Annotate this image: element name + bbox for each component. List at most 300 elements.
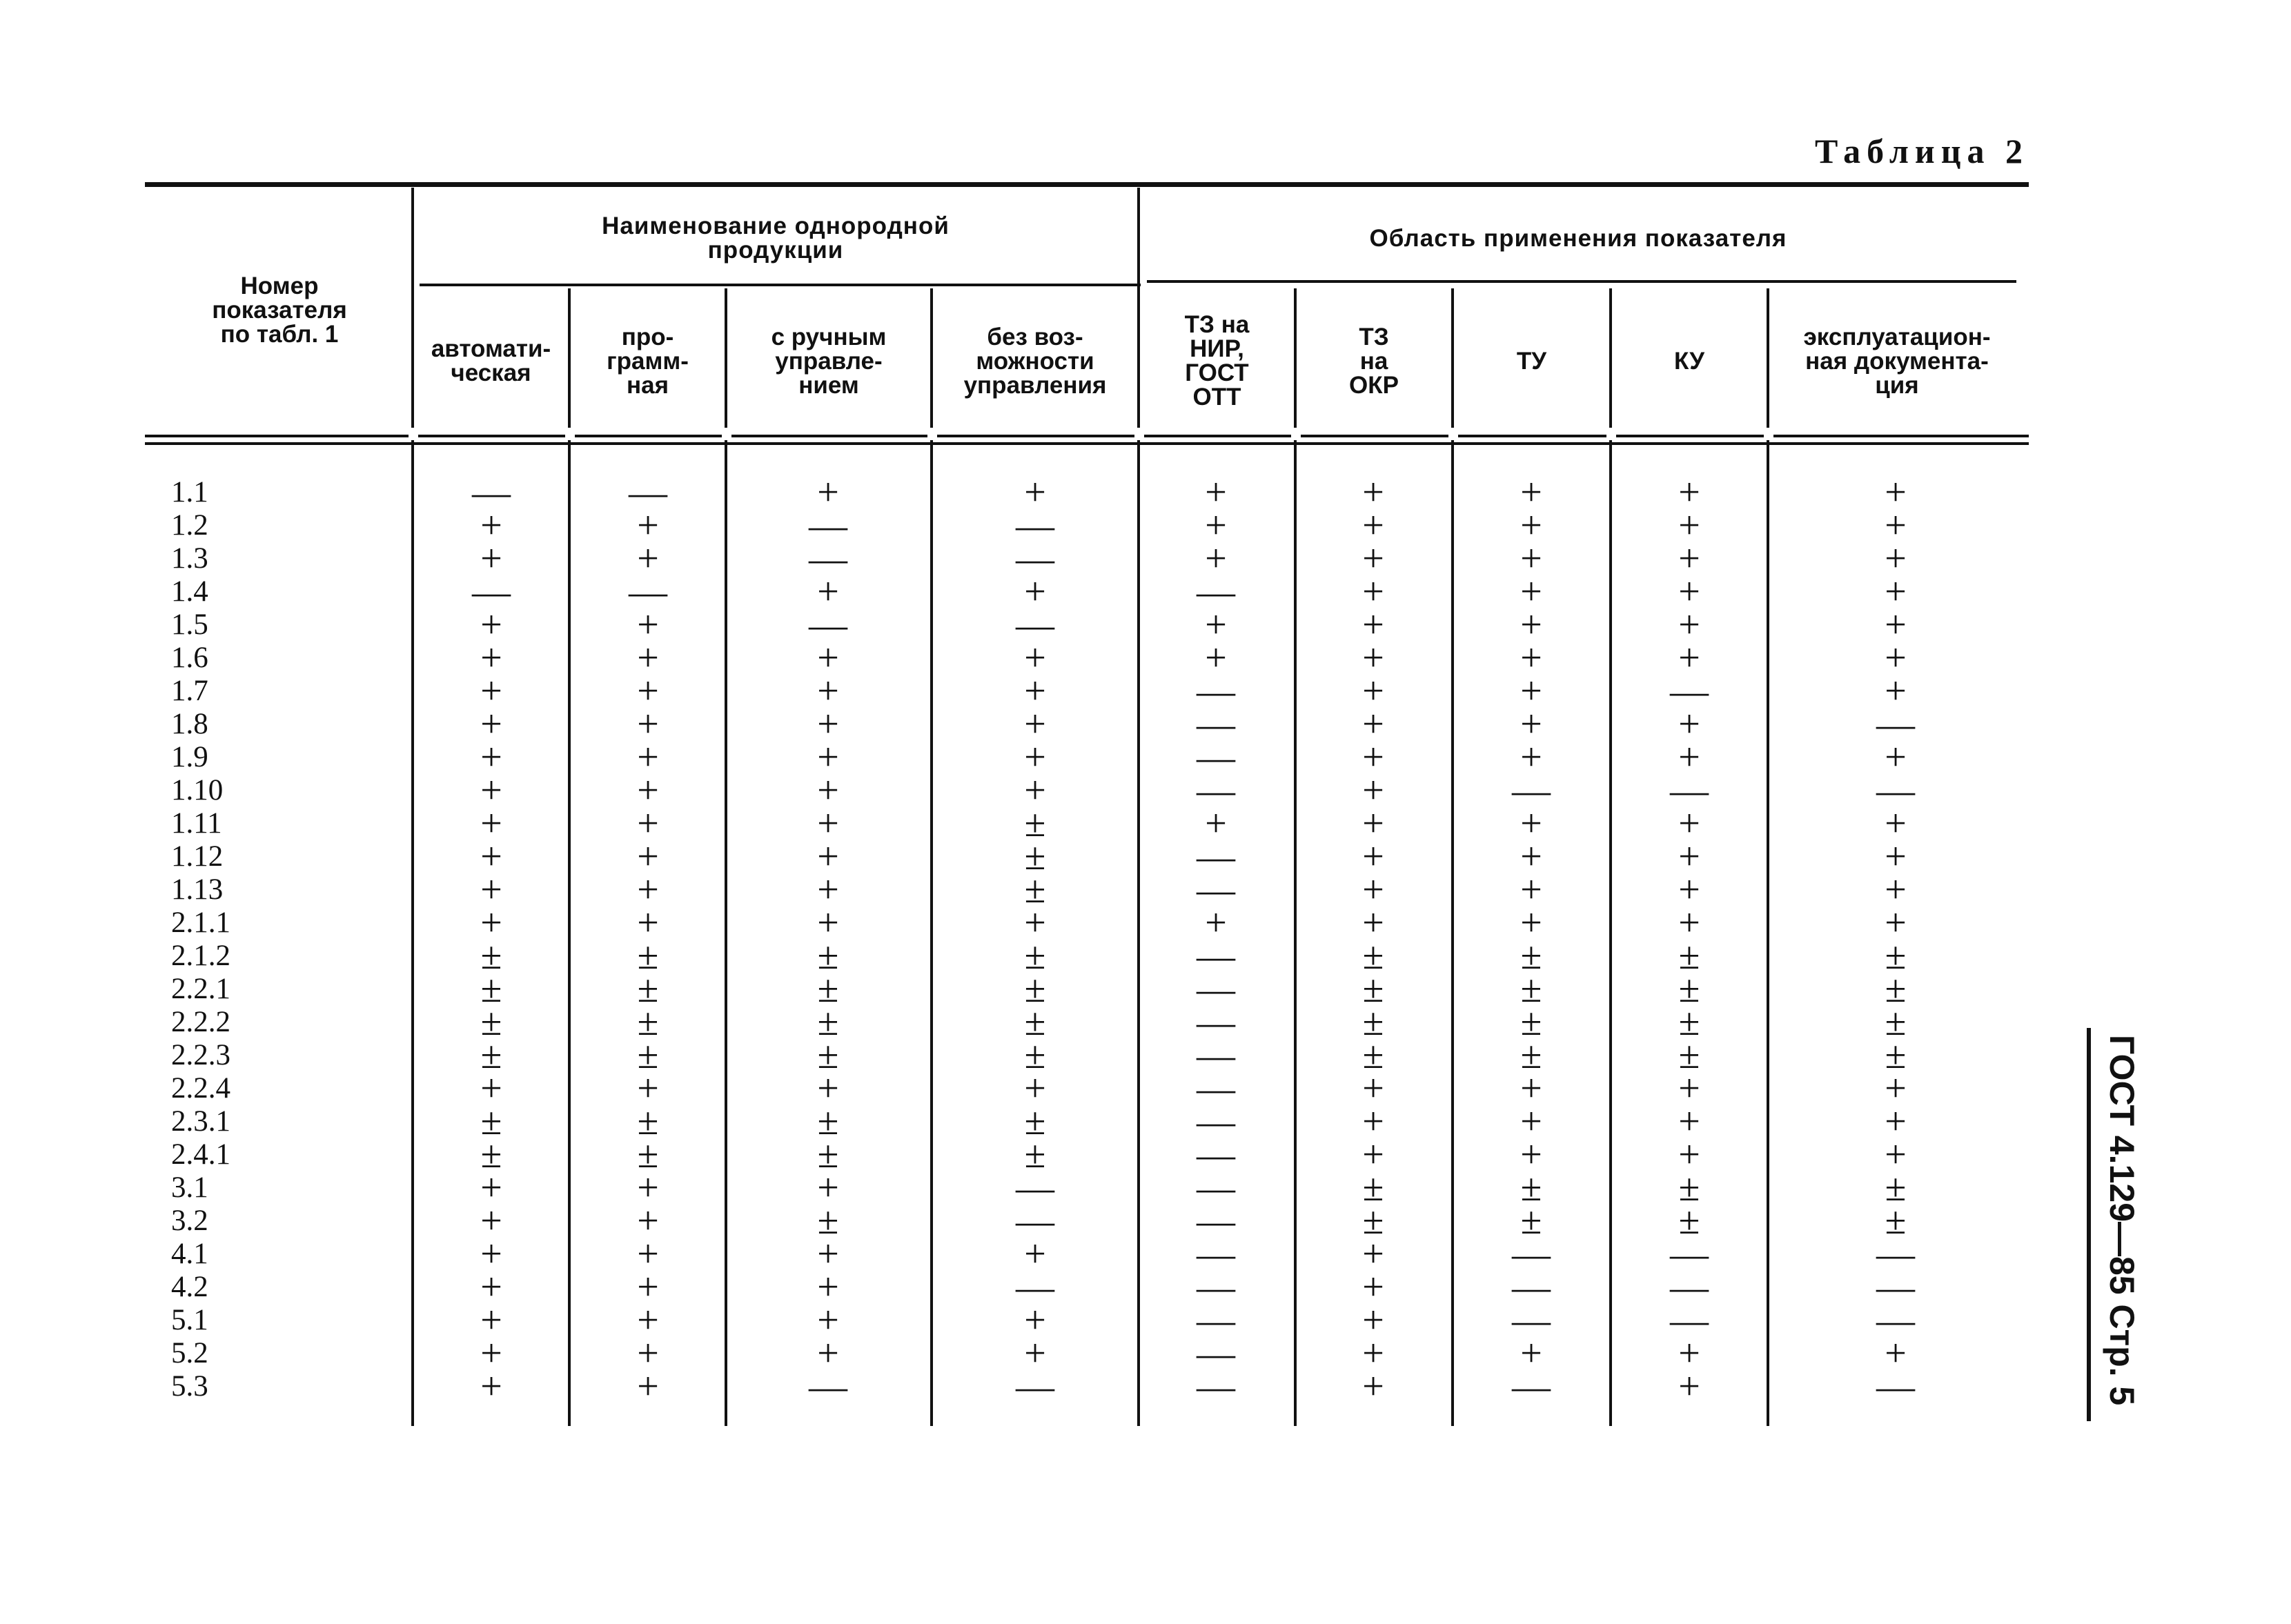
- row-number: 5.1: [171, 1304, 208, 1336]
- applicability-mark: —: [1197, 1133, 1235, 1176]
- row-number: 2.3.1: [171, 1105, 230, 1138]
- applicability-mark: +: [637, 537, 659, 580]
- applicability-mark: +: [1520, 835, 1542, 878]
- applicability-mark: —: [1512, 1266, 1551, 1309]
- applicability-mark: ±: [1885, 1034, 1907, 1077]
- applicability-mark: +: [1024, 736, 1046, 779]
- applicability-mark: ±: [480, 935, 502, 978]
- header-text: ТЗ на: [1184, 311, 1250, 338]
- applicability-mark: +: [1885, 471, 1907, 514]
- applicability-mark: ±: [817, 1001, 839, 1044]
- applicability-mark: +: [1362, 1233, 1384, 1276]
- applicability-mark: +: [1024, 571, 1046, 613]
- applicability-mark: +: [637, 902, 659, 944]
- applicability-mark: +: [480, 1299, 502, 1342]
- applicability-mark: —: [1512, 1299, 1551, 1342]
- applicability-mark: —: [1197, 968, 1235, 1011]
- applicability-mark: +: [1520, 1133, 1542, 1176]
- applicability-mark: +: [480, 637, 502, 680]
- applicability-mark: +: [637, 670, 659, 713]
- applicability-mark: +: [1678, 504, 1700, 547]
- applicability-mark: +: [817, 736, 839, 779]
- applicability-mark: +: [1205, 504, 1227, 547]
- row-number: 2.2.1: [171, 973, 230, 1005]
- applicability-mark: +: [480, 1365, 502, 1408]
- header-text: показателя: [212, 297, 347, 324]
- header-col-no-control: [933, 288, 1137, 433]
- applicability-mark: +: [1678, 1365, 1700, 1408]
- applicability-mark: +: [1885, 604, 1907, 646]
- applicability-mark: +: [1362, 1266, 1384, 1309]
- header-text: нием: [798, 371, 859, 399]
- table-row: [0, 1365, 2070, 1408]
- applicability-mark: +: [1024, 637, 1046, 680]
- applicability-mark: ±: [1520, 935, 1542, 978]
- applicability-mark: +: [1678, 1133, 1700, 1176]
- header-text: ТУ: [1516, 347, 1547, 375]
- row-number: 1.9: [171, 741, 208, 773]
- applicability-mark: +: [817, 1266, 839, 1309]
- header-text: ОКР: [1349, 371, 1399, 399]
- applicability-mark: —: [629, 571, 667, 613]
- applicability-mark: +: [1362, 604, 1384, 646]
- applicability-mark: +: [1362, 902, 1384, 944]
- applicability-mark: ±: [1678, 1034, 1700, 1077]
- applicability-mark: +: [817, 1332, 839, 1375]
- page-side-label: ГОСТ 4.129—85 Стр. 5: [2103, 1035, 2141, 1406]
- row-number: 5.3: [171, 1370, 208, 1403]
- applicability-mark: +: [637, 703, 659, 746]
- row-number: 1.6: [171, 642, 208, 674]
- applicability-mark: +: [1885, 1067, 1907, 1110]
- applicability-mark: ±: [1362, 1167, 1384, 1209]
- applicability-mark: +: [1678, 736, 1700, 779]
- row-number: 3.2: [171, 1205, 208, 1237]
- header-col-tz-okr: [1297, 288, 1451, 433]
- applicability-mark: +: [1362, 670, 1384, 713]
- applicability-mark: —: [1197, 736, 1235, 779]
- applicability-mark: +: [1205, 637, 1227, 680]
- row-number: 1.13: [171, 873, 224, 906]
- header-text: грамм-: [607, 347, 689, 375]
- applicability-mark: +: [1024, 1233, 1046, 1276]
- applicability-mark: —: [1197, 571, 1235, 613]
- applicability-mark: ±: [1678, 935, 1700, 978]
- applicability-mark: ±: [1024, 835, 1046, 878]
- header-text: эксплуатацион-: [1803, 323, 1991, 350]
- applicability-mark: ±: [1024, 1100, 1046, 1143]
- applicability-mark: ±: [1362, 968, 1384, 1011]
- applicability-mark: —: [1197, 670, 1235, 713]
- applicability-mark: ±: [1885, 1200, 1907, 1242]
- applicability-mark: +: [1520, 1067, 1542, 1110]
- applicability-mark: +: [1362, 802, 1384, 845]
- header-text: автомати-: [431, 335, 551, 362]
- applicability-mark: ±: [1885, 935, 1907, 978]
- header-text: управления: [963, 371, 1107, 399]
- applicability-mark: +: [1362, 504, 1384, 547]
- applicability-mark: +: [1678, 902, 1700, 944]
- applicability-mark: +: [637, 1167, 659, 1209]
- applicability-mark: ±: [1678, 1001, 1700, 1044]
- applicability-mark: +: [817, 471, 839, 514]
- applicability-mark: ±: [1024, 802, 1046, 845]
- header-text: без воз-: [987, 323, 1083, 350]
- applicability-mark: ±: [1362, 1001, 1384, 1044]
- header-text: НИР,: [1190, 335, 1244, 362]
- applicability-mark: —: [472, 571, 511, 613]
- applicability-mark: ±: [637, 1100, 659, 1143]
- applicability-mark: ±: [1362, 1200, 1384, 1242]
- header-row-number: [152, 188, 407, 433]
- header-text: про-: [621, 323, 674, 350]
- applicability-mark: ±: [1520, 1034, 1542, 1077]
- applicability-mark: +: [817, 1233, 839, 1276]
- applicability-mark: ±: [1024, 1001, 1046, 1044]
- applicability-mark: +: [637, 1332, 659, 1375]
- applicability-mark: +: [1362, 471, 1384, 514]
- applicability-mark: +: [1885, 1100, 1907, 1143]
- applicability-mark: ±: [637, 968, 659, 1011]
- header-text: Область применения показателя: [1369, 224, 1787, 252]
- applicability-mark: +: [1362, 769, 1384, 812]
- applicability-mark: +: [1520, 902, 1542, 944]
- header-double-rule-upper: [145, 435, 2029, 437]
- applicability-mark: +: [480, 1167, 502, 1209]
- applicability-mark: +: [1678, 835, 1700, 878]
- applicability-mark: +: [480, 835, 502, 878]
- applicability-mark: +: [637, 835, 659, 878]
- applicability-mark: ±: [817, 935, 839, 978]
- applicability-mark: +: [480, 1233, 502, 1276]
- applicability-mark: —: [1512, 1365, 1551, 1408]
- side-margin-rule: [2087, 1028, 2091, 1421]
- applicability-mark: +: [817, 1299, 839, 1342]
- applicability-mark: +: [480, 1200, 502, 1242]
- applicability-mark: +: [1362, 537, 1384, 580]
- applicability-mark: ±: [1885, 968, 1907, 1011]
- row-number: 4.2: [171, 1271, 208, 1303]
- applicability-mark: +: [480, 769, 502, 812]
- applicability-mark: +: [480, 1067, 502, 1110]
- applicability-mark: +: [637, 1266, 659, 1309]
- applicability-mark: +: [1362, 637, 1384, 680]
- header-text: КУ: [1673, 347, 1704, 375]
- applicability-mark: +: [1520, 736, 1542, 779]
- applicability-mark: +: [480, 537, 502, 580]
- applicability-mark: ±: [1024, 968, 1046, 1011]
- row-number: 1.5: [171, 608, 208, 641]
- row-number: 2.2.2: [171, 1006, 230, 1038]
- applicability-mark: +: [480, 1266, 502, 1309]
- applicability-mark: +: [1024, 670, 1046, 713]
- applicability-mark: +: [1362, 1365, 1384, 1408]
- applicability-mark: —: [1876, 703, 1915, 746]
- row-number: 2.2.4: [171, 1072, 230, 1105]
- header-text: ческая: [451, 359, 531, 386]
- applicability-mark: ±: [637, 1133, 659, 1176]
- applicability-mark: +: [1362, 835, 1384, 878]
- applicability-mark: ±: [480, 1001, 502, 1044]
- row-number: 2.2.3: [171, 1039, 230, 1071]
- applicability-mark: ±: [1520, 1001, 1542, 1044]
- applicability-mark: —: [1670, 1266, 1709, 1309]
- applicability-mark: +: [1024, 1332, 1046, 1375]
- applicability-mark: ±: [1024, 935, 1046, 978]
- applicability-mark: ±: [817, 1100, 839, 1143]
- scope-group-rule: [1147, 280, 2016, 283]
- applicability-mark: —: [1197, 1266, 1235, 1309]
- applicability-mark: +: [1520, 537, 1542, 580]
- applicability-mark: +: [1520, 869, 1542, 911]
- applicability-mark: +: [1520, 1332, 1542, 1375]
- applicability-mark: +: [817, 571, 839, 613]
- applicability-mark: +: [1520, 471, 1542, 514]
- header-col-tu: [1454, 288, 1609, 433]
- applicability-mark: —: [1197, 1233, 1235, 1276]
- applicability-mark: ±: [637, 1001, 659, 1044]
- applicability-mark: ±: [1520, 1200, 1542, 1242]
- applicability-mark: —: [1670, 1233, 1709, 1276]
- applicability-mark: —: [1876, 1233, 1915, 1276]
- applicability-mark: +: [480, 736, 502, 779]
- applicability-mark: —: [1016, 1167, 1054, 1209]
- table-caption: Таблица 2: [1814, 132, 2029, 170]
- applicability-mark: ±: [1024, 1034, 1046, 1077]
- applicability-mark: ±: [1362, 935, 1384, 978]
- applicability-mark: +: [1885, 902, 1907, 944]
- applicability-mark: +: [480, 504, 502, 547]
- applicability-mark: —: [1876, 1299, 1915, 1342]
- row-number: 4.1: [171, 1238, 208, 1270]
- applicability-mark: +: [1362, 703, 1384, 746]
- applicability-mark: —: [809, 504, 847, 547]
- row-number: 1.2: [171, 509, 208, 542]
- row-number: 1.1: [171, 476, 208, 508]
- applicability-mark: ±: [817, 968, 839, 1011]
- applicability-mark: +: [1520, 637, 1542, 680]
- applicability-mark: +: [637, 1233, 659, 1276]
- applicability-mark: —: [1197, 935, 1235, 978]
- applicability-mark: ±: [1520, 1167, 1542, 1209]
- applicability-mark: +: [1520, 802, 1542, 845]
- applicability-mark: —: [1876, 1266, 1915, 1309]
- applicability-mark: +: [1885, 571, 1907, 613]
- applicability-mark: +: [1678, 637, 1700, 680]
- header-text: продукции: [707, 237, 844, 264]
- applicability-mark: +: [1024, 902, 1046, 944]
- header-col-automatic: [414, 288, 568, 433]
- applicability-mark: +: [1678, 703, 1700, 746]
- applicability-mark: +: [817, 769, 839, 812]
- header-text: ГОСТ: [1185, 359, 1249, 386]
- applicability-mark: +: [480, 604, 502, 646]
- applicability-mark: +: [637, 802, 659, 845]
- applicability-mark: +: [1520, 504, 1542, 547]
- applicability-mark: —: [1512, 1233, 1551, 1276]
- applicability-mark: +: [1362, 1067, 1384, 1110]
- applicability-mark: +: [637, 736, 659, 779]
- applicability-mark: —: [1197, 1100, 1235, 1143]
- applicability-mark: +: [1678, 802, 1700, 845]
- applicability-mark: +: [1205, 802, 1227, 845]
- applicability-mark: +: [637, 1067, 659, 1110]
- applicability-mark: ±: [817, 1200, 839, 1242]
- applicability-mark: +: [480, 902, 502, 944]
- applicability-mark: ±: [1885, 1167, 1907, 1209]
- header-col-ku: [1612, 288, 1767, 433]
- applicability-mark: +: [817, 835, 839, 878]
- applicability-mark: +: [1678, 1100, 1700, 1143]
- applicability-mark: +: [1885, 1332, 1907, 1375]
- applicability-mark: —: [1670, 670, 1709, 713]
- applicability-mark: +: [1885, 802, 1907, 845]
- applicability-mark: +: [1885, 736, 1907, 779]
- applicability-mark: +: [1024, 471, 1046, 514]
- applicability-mark: —: [1876, 769, 1915, 812]
- row-number: 1.10: [171, 774, 224, 806]
- applicability-mark: +: [1362, 736, 1384, 779]
- header-text: с ручным: [771, 323, 887, 350]
- header-col-tz-nir: [1140, 288, 1294, 433]
- applicability-mark: ±: [817, 1034, 839, 1077]
- applicability-mark: —: [1197, 869, 1235, 911]
- top-rule: [145, 182, 2029, 187]
- header-text: можности: [976, 347, 1094, 375]
- header-col-operational-docs: [1769, 288, 2025, 433]
- applicability-mark: +: [1362, 869, 1384, 911]
- applicability-mark: —: [809, 537, 847, 580]
- applicability-mark: —: [1197, 1001, 1235, 1044]
- applicability-mark: +: [637, 604, 659, 646]
- applicability-mark: +: [637, 1299, 659, 1342]
- applicability-mark: —: [1016, 1200, 1054, 1242]
- row-number: 1.11: [171, 807, 222, 840]
- applicability-mark: ±: [637, 1034, 659, 1077]
- applicability-mark: —: [1197, 769, 1235, 812]
- row-number: 1.8: [171, 708, 208, 740]
- applicability-mark: +: [1205, 604, 1227, 646]
- header-col-manual: [727, 288, 930, 433]
- applicability-mark: +: [637, 869, 659, 911]
- applicability-mark: —: [1670, 1299, 1709, 1342]
- applicability-mark: —: [1016, 604, 1054, 646]
- applicability-mark: +: [817, 869, 839, 911]
- applicability-mark: +: [1362, 1100, 1384, 1143]
- applicability-mark: +: [1885, 835, 1907, 878]
- applicability-mark: ±: [1678, 968, 1700, 1011]
- applicability-mark: +: [637, 769, 659, 812]
- applicability-mark: +: [1885, 1133, 1907, 1176]
- applicability-mark: —: [1197, 1034, 1235, 1077]
- applicability-mark: —: [1016, 1266, 1054, 1309]
- applicability-mark: —: [472, 471, 511, 514]
- applicability-mark: +: [637, 1365, 659, 1408]
- applicability-mark: +: [1520, 604, 1542, 646]
- applicability-mark: +: [1885, 504, 1907, 547]
- applicability-mark: —: [1197, 1365, 1235, 1408]
- applicability-mark: +: [1885, 670, 1907, 713]
- applicability-mark: —: [629, 471, 667, 514]
- applicability-mark: +: [817, 802, 839, 845]
- header-text: Наименование однородной: [602, 212, 950, 239]
- applicability-mark: —: [1670, 769, 1709, 812]
- row-number: 3.1: [171, 1171, 208, 1204]
- applicability-mark: ±: [637, 935, 659, 978]
- header-text: ТЗ: [1359, 323, 1389, 350]
- applicability-mark: —: [1016, 537, 1054, 580]
- applicability-mark: +: [1520, 703, 1542, 746]
- row-number: 1.3: [171, 542, 208, 575]
- applicability-mark: ±: [1678, 1200, 1700, 1242]
- applicability-mark: +: [1205, 902, 1227, 944]
- applicability-mark: +: [1678, 537, 1700, 580]
- header-col-programmable: [571, 288, 725, 433]
- applicability-mark: —: [1197, 1299, 1235, 1342]
- applicability-mark: ±: [480, 1034, 502, 1077]
- applicability-mark: ±: [1362, 1034, 1384, 1077]
- applicability-mark: —: [1197, 835, 1235, 878]
- applicability-mark: +: [1678, 869, 1700, 911]
- applicability-mark: +: [817, 1167, 839, 1209]
- applicability-mark: —: [1876, 1365, 1915, 1408]
- applicability-mark: +: [817, 670, 839, 713]
- applicability-mark: ±: [817, 1133, 839, 1176]
- applicability-mark: +: [637, 504, 659, 547]
- row-number: 5.2: [171, 1337, 208, 1369]
- row-number: 2.1.1: [171, 907, 230, 939]
- header-text: по табл. 1: [220, 321, 339, 348]
- applicability-mark: +: [817, 637, 839, 680]
- header-text: управле-: [775, 347, 883, 375]
- applicability-mark: —: [809, 604, 847, 646]
- header-group-product: [414, 200, 1137, 276]
- applicability-mark: +: [1885, 537, 1907, 580]
- applicability-mark: +: [1520, 571, 1542, 613]
- applicability-mark: +: [1024, 1067, 1046, 1110]
- applicability-mark: +: [1885, 637, 1907, 680]
- applicability-mark: —: [1016, 1365, 1054, 1408]
- header-group-scope: [1140, 200, 2016, 276]
- applicability-mark: ±: [480, 1133, 502, 1176]
- header-double-rule-lower: [145, 442, 2029, 445]
- applicability-mark: +: [1678, 1067, 1700, 1110]
- applicability-mark: —: [809, 1365, 847, 1408]
- applicability-mark: +: [1885, 869, 1907, 911]
- applicability-mark: ±: [1024, 869, 1046, 911]
- applicability-mark: ±: [1678, 1167, 1700, 1209]
- applicability-mark: +: [480, 1332, 502, 1375]
- applicability-mark: +: [1362, 1299, 1384, 1342]
- product-group-rule: [420, 284, 1141, 286]
- applicability-mark: +: [1362, 1332, 1384, 1375]
- applicability-mark: —: [1197, 1200, 1235, 1242]
- applicability-mark: +: [1362, 571, 1384, 613]
- applicability-mark: +: [637, 637, 659, 680]
- applicability-mark: +: [1024, 1299, 1046, 1342]
- header-text: Номер: [240, 273, 319, 299]
- applicability-mark: +: [1678, 571, 1700, 613]
- row-number: 2.4.1: [171, 1138, 230, 1171]
- applicability-mark: +: [817, 902, 839, 944]
- applicability-mark: —: [1197, 703, 1235, 746]
- applicability-mark: +: [1520, 1100, 1542, 1143]
- applicability-mark: +: [1205, 537, 1227, 580]
- applicability-mark: —: [1197, 1067, 1235, 1110]
- applicability-mark: +: [1024, 769, 1046, 812]
- header-text: ция: [1875, 371, 1919, 399]
- applicability-mark: +: [1362, 1133, 1384, 1176]
